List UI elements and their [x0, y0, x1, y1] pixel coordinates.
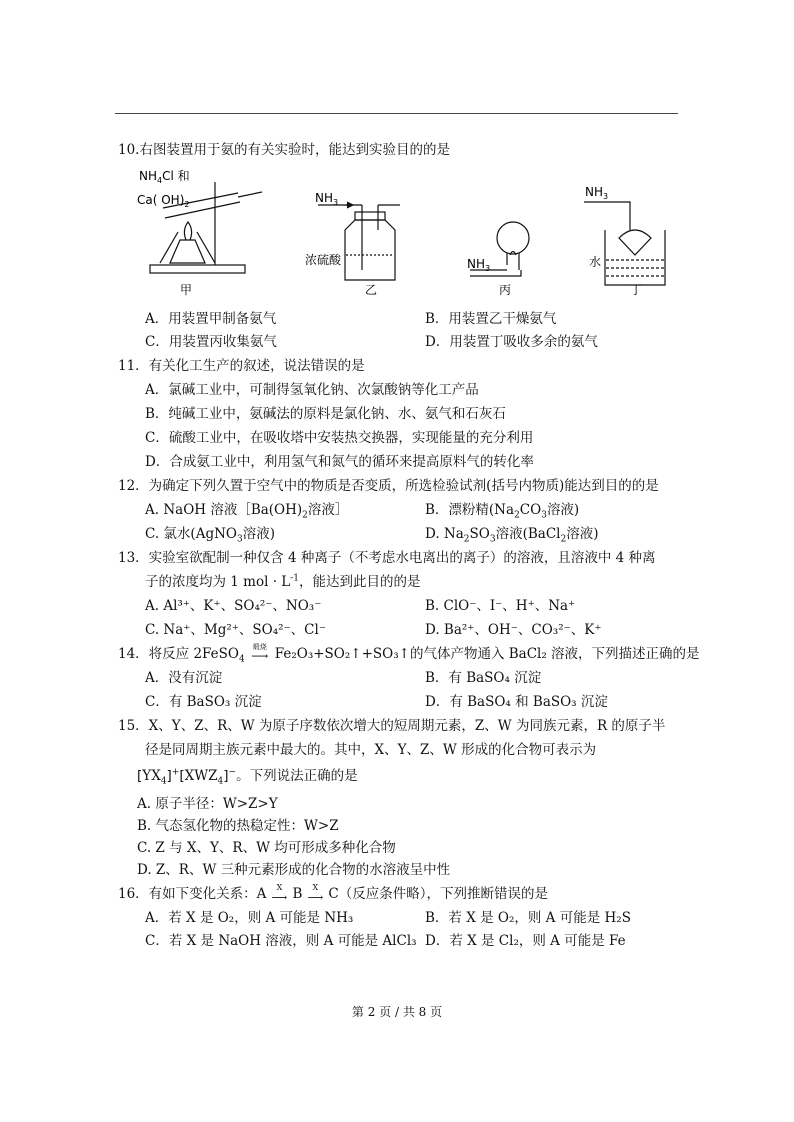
q15-formula: $[YX_4]^+[XWZ_4]^-$。下列说法正确的是: [137, 767, 358, 787]
q16-stem: 16．有如下变化关系：A X ⟶ B X ⟶ C（反应条件略），下列推断错误的是: [118, 883, 548, 904]
q12-option-d: D. $Na_2SO_3$溶液(BaCl$_2$溶液): [425, 526, 599, 545]
q15-option-a: A. 原子半径：W>Z>Y: [137, 796, 278, 812]
q16-option-c: C．若 X 是 NaOH 溶液，则 A 可能是 AlCl₃: [145, 933, 417, 949]
q13-stem-line2: 子的浓度均为 1 mol · $L^{-1}$，能达到此目的的是: [145, 573, 421, 590]
apparatus-yi: [318, 205, 400, 280]
yi-bottle: [345, 220, 395, 280]
q14-option-b: B．有 BaSO₄ 沉淀: [425, 670, 542, 686]
q10-option-b: B．用装置乙干燥氨气: [425, 311, 557, 327]
jia-reagent-1: $NH_4Cl$ 和: [139, 169, 190, 185]
q13-stem-line1: 13．实验室欲配制一种仅含 4 种离子（不考虑水电离出的离子）的溶液，且溶液中 4 种离: [118, 550, 656, 566]
yi-gas-label: $NH_3$: [315, 191, 339, 207]
caption-yi: 乙: [365, 283, 378, 297]
q10-option-a: A．用装置甲制备氨气: [145, 311, 277, 327]
jia-tube-mouth: [238, 192, 262, 197]
yi-liquid-label: 浓硫酸: [305, 253, 342, 267]
q10-stem: 10.右图装置用于氨的有关实验时，能达到实验目的的是: [118, 142, 450, 158]
q14-option-d: D．有 BaSO₄ 和 BaSO₃ 沉淀: [425, 694, 608, 710]
jia-base: [150, 265, 245, 273]
jia-lamp: [170, 240, 205, 263]
flame-icon: [184, 222, 191, 240]
caption-ding: 丁: [630, 283, 643, 297]
q15-stem-line1: 15．X、Y、Z、R、W 为原子序数依次增大的短周期元素，Z、W 为同族元素，R 的原子半: [118, 718, 666, 734]
q12-option-c: C. 氯水(AgNO$_3$溶液): [145, 526, 275, 545]
q15-option-d: D. Z、R、W 三种元素形成的化合物的水溶液呈中性: [137, 862, 451, 878]
q16-option-a: A．若 X 是 O₂，则 A 可能是 NH₃: [145, 910, 354, 926]
q14-stem: 14．将反应 2FeSO$_4$ 煅烧 ⟶ Fe₂O₃+SO₂↑+SO₃↑的气体产物通入 BaCl₂ 溶液，下列描述正确的是: [118, 643, 700, 665]
q10-option-c: C．用装置丙收集氨气: [145, 334, 277, 350]
q12-option-a: A. NaOH 溶液$[Ba(OH)_2$溶液］: [145, 502, 349, 521]
q13-option-d: D. Ba²⁺、OH⁻、CO₃²⁻、K⁺: [425, 622, 602, 638]
ding-gas-label: $NH_3$: [585, 185, 609, 201]
q13-option-a: A. Al³⁺、K⁺、SO₄²⁻、NO₃⁻: [145, 598, 322, 614]
caption-bing: 丙: [499, 283, 512, 297]
q16-option-d: D．若 X 是 Cl₂，则 A 可能是 Fe: [425, 933, 626, 949]
q14-option-c: C．有 BaSO₃ 沉淀: [145, 694, 262, 710]
q11-option-c: C．硫酸工业中，在吸收塔中安装热交换器，实现能量的充分利用: [145, 430, 534, 446]
jia-reagent-2: Ca( $OH)_2$: [137, 193, 190, 209]
q13-option-c: C. Na⁺、Mg²⁺、SO₄²⁻、Cl⁻: [145, 622, 326, 638]
q10-option-d: D．用装置丁吸收多余的氨气: [425, 334, 598, 350]
reaction-arrow-icon: X ⟶: [271, 883, 288, 904]
q15-stem-line2: 径是同周期主族元素中最大的。其中，X、Y、Z、W 形成的化合物可表示为: [145, 742, 597, 758]
q10-figure: [0, 160, 794, 320]
header-rule: [115, 113, 678, 114]
q16-option-b: B．若 X 是 O₂，则 A 可能是 H₂S: [425, 910, 631, 926]
bing-gas-label: $NH_3$: [467, 257, 491, 273]
caption-jia: 甲: [180, 283, 193, 297]
q15-option-c: C. Z 与 X、Y、R、W 均可形成多种化合物: [137, 840, 396, 856]
ding-beaker: [605, 230, 665, 285]
q11-option-b: B．纯碱工业中，氨碱法的原料是氯化钠、水、氨气和石灰石: [145, 406, 506, 422]
reaction-arrow-icon: 煅烧 ⟶: [251, 643, 269, 663]
apparatus-ding: [584, 202, 665, 285]
reaction-arrow-icon: X ⟶: [307, 883, 324, 904]
q11-option-d: D．合成氨工业中，利用氢气和氮气的循环来提高原料气的转化率: [145, 454, 534, 470]
ding-funnel: [619, 230, 651, 255]
q13-option-b: B. ClO⁻、I⁻、H⁺、Na⁺: [425, 598, 576, 614]
q11-stem: 11．有关化工生产的叙述，说法错误的是: [118, 358, 365, 374]
bing-flask: [497, 222, 529, 254]
q12-stem: 12．为确定下列久置于空气中的物质是否变质，所选检验试剂(括号内物质)能达到目的的是: [118, 478, 659, 494]
q14-option-a: A．没有沉淀: [145, 670, 223, 686]
q15-option-b: B. 气态氢化物的热稳定性：W>Z: [137, 818, 339, 834]
ding-liquid-label: 水: [589, 255, 602, 269]
q12-option-b: B．漂粉精($Na_2CO_3$溶液): [425, 502, 580, 521]
page-footer: 第 2 页 / 共 8 页: [351, 1005, 443, 1019]
q11-option-a: A．氯碱工业中，可制得氢氧化钠、次氯酸钠等化工产品: [145, 382, 479, 398]
